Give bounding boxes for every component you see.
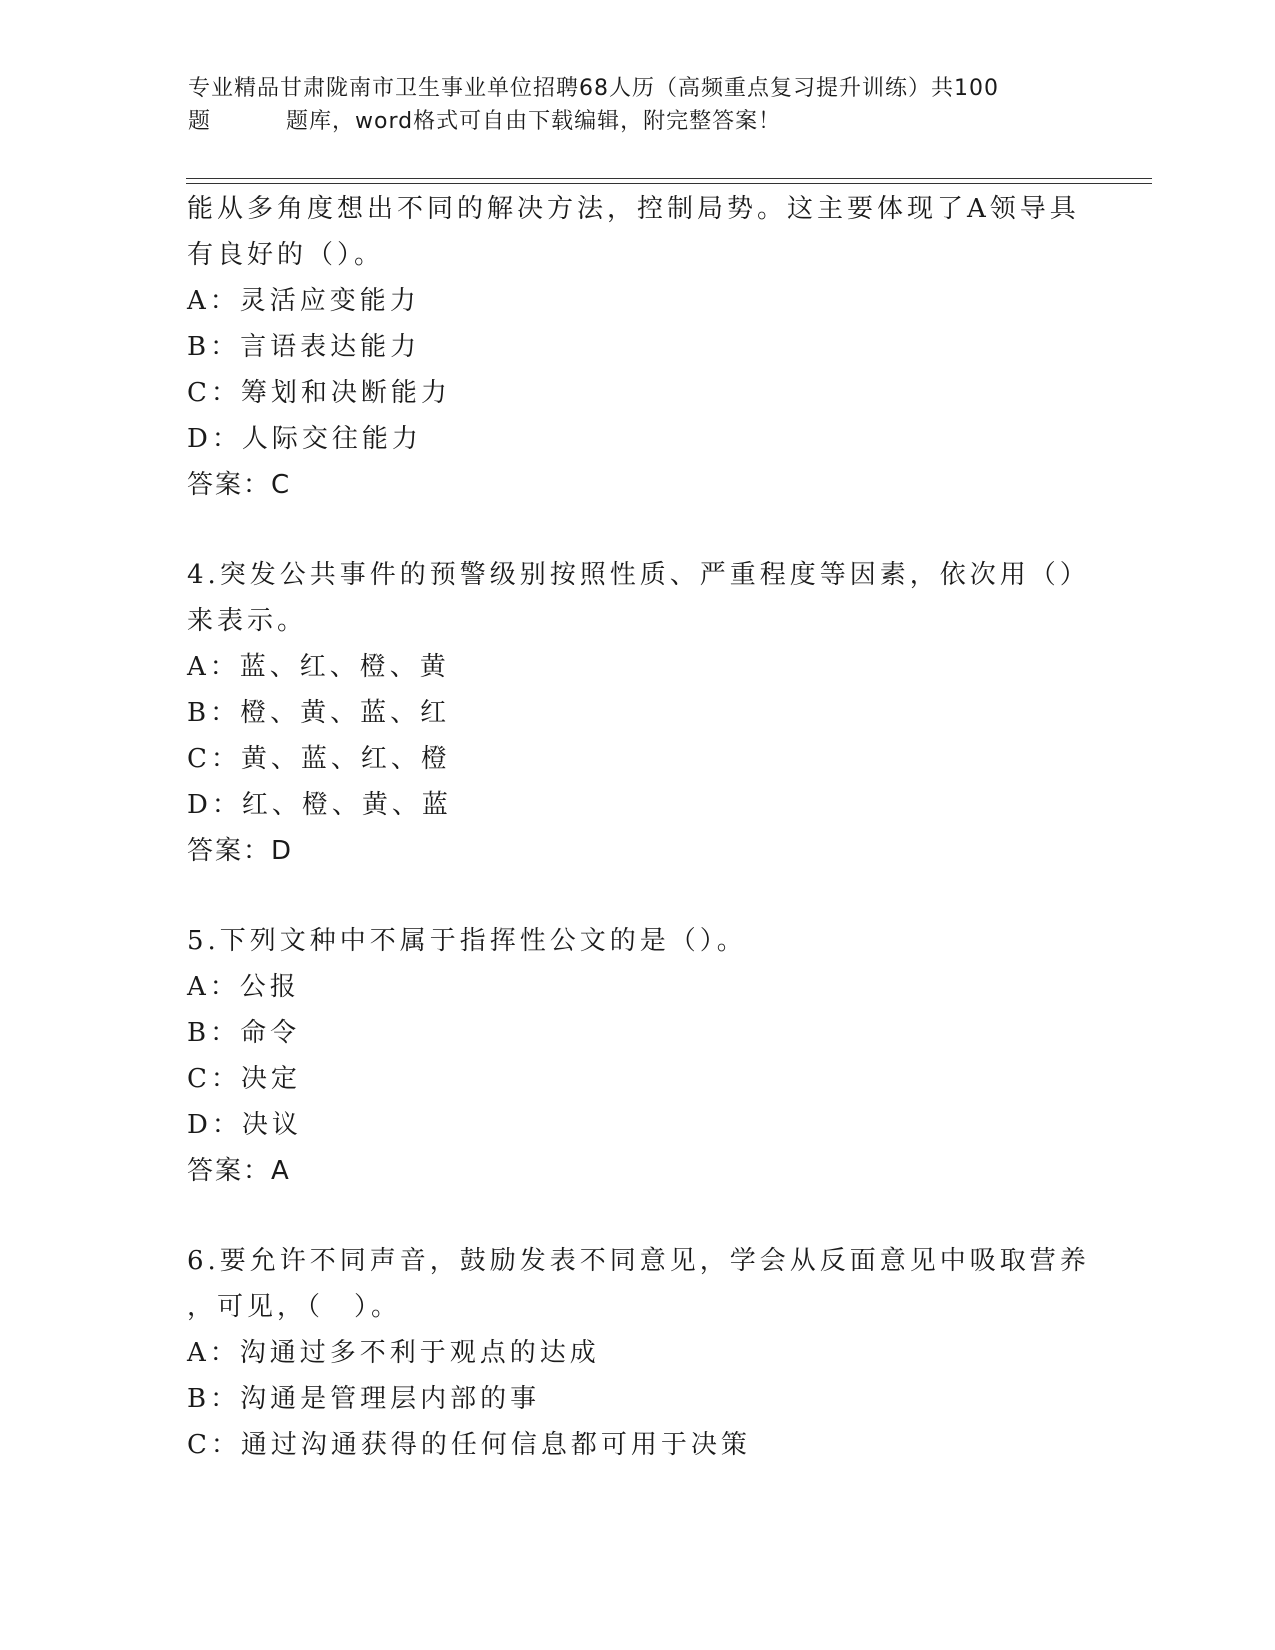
- option-c: C：决定: [187, 1064, 301, 1094]
- option-a: A：灵活应变能力: [187, 286, 420, 316]
- option-b: B：橙、黄、蓝、红: [187, 698, 451, 728]
- question-block-4: [187, 552, 1107, 874]
- question-text-line: 能从多角度想出不同的解决方法，控制局势。这主要体现了A领导具: [187, 194, 1080, 224]
- option-a: A：公报: [187, 972, 300, 1002]
- document-header: [188, 72, 1068, 138]
- question-text-line: 6.要允许不同声音，鼓励发表不同意见，学会从反面意见中吸取营养: [187, 1246, 1090, 1276]
- header-title-line2-rest: 题库，word格式可自由下载编辑，附完整答案！: [286, 109, 782, 134]
- option-d: D：红、橙、黄、蓝: [187, 790, 452, 820]
- header-title-line2-lead: 题: [188, 109, 212, 134]
- header-divider-top: [186, 178, 1152, 179]
- question-block-6: [187, 1238, 1107, 1468]
- question-text-line: 来表示。: [187, 606, 308, 636]
- document-body: [187, 186, 1107, 1468]
- option-c: C：黄、蓝、红、橙: [187, 744, 451, 774]
- option-c: C：筹划和决断能力: [187, 378, 451, 408]
- header-divider-bottom: [186, 183, 1152, 184]
- question-block-5: [187, 918, 1107, 1194]
- question-text-line: ，可见，（ ）。: [187, 1292, 402, 1322]
- answer-text: 答案：D: [187, 836, 294, 866]
- header-title-line2: [188, 105, 1068, 138]
- question-text-line: 4.突发公共事件的预警级别按照性质、严重程度等因素，依次用（）: [187, 560, 1090, 590]
- answer-text: 答案：C: [187, 470, 292, 500]
- option-a: A：沟通过多不利于观点的达成: [187, 1338, 600, 1368]
- option-d: D：决议: [187, 1110, 302, 1140]
- question-text-line: 5.下列文种中不属于指挥性公文的是（）。: [187, 926, 747, 956]
- question-block-3: [187, 186, 1107, 508]
- question-spacer: [187, 1194, 1107, 1238]
- option-d: D：人际交往能力: [187, 424, 422, 454]
- question-spacer: [187, 508, 1107, 552]
- option-b: B：言语表达能力: [187, 332, 421, 362]
- question-spacer: [187, 874, 1107, 918]
- header-title-line1: 专业精品甘肃陇南市卫生事业单位招聘68人历（高频重点复习提升训练）共100: [188, 76, 999, 101]
- question-text-line: 有良好的（）。: [187, 240, 385, 270]
- option-b: B：沟通是管理层内部的事: [187, 1384, 541, 1414]
- answer-text: 答案：A: [187, 1156, 291, 1186]
- option-b: B：命令: [187, 1018, 301, 1048]
- option-a: A：蓝、红、橙、黄: [187, 652, 450, 682]
- option-c: C：通过沟通获得的任何信息都可用于决策: [187, 1430, 751, 1460]
